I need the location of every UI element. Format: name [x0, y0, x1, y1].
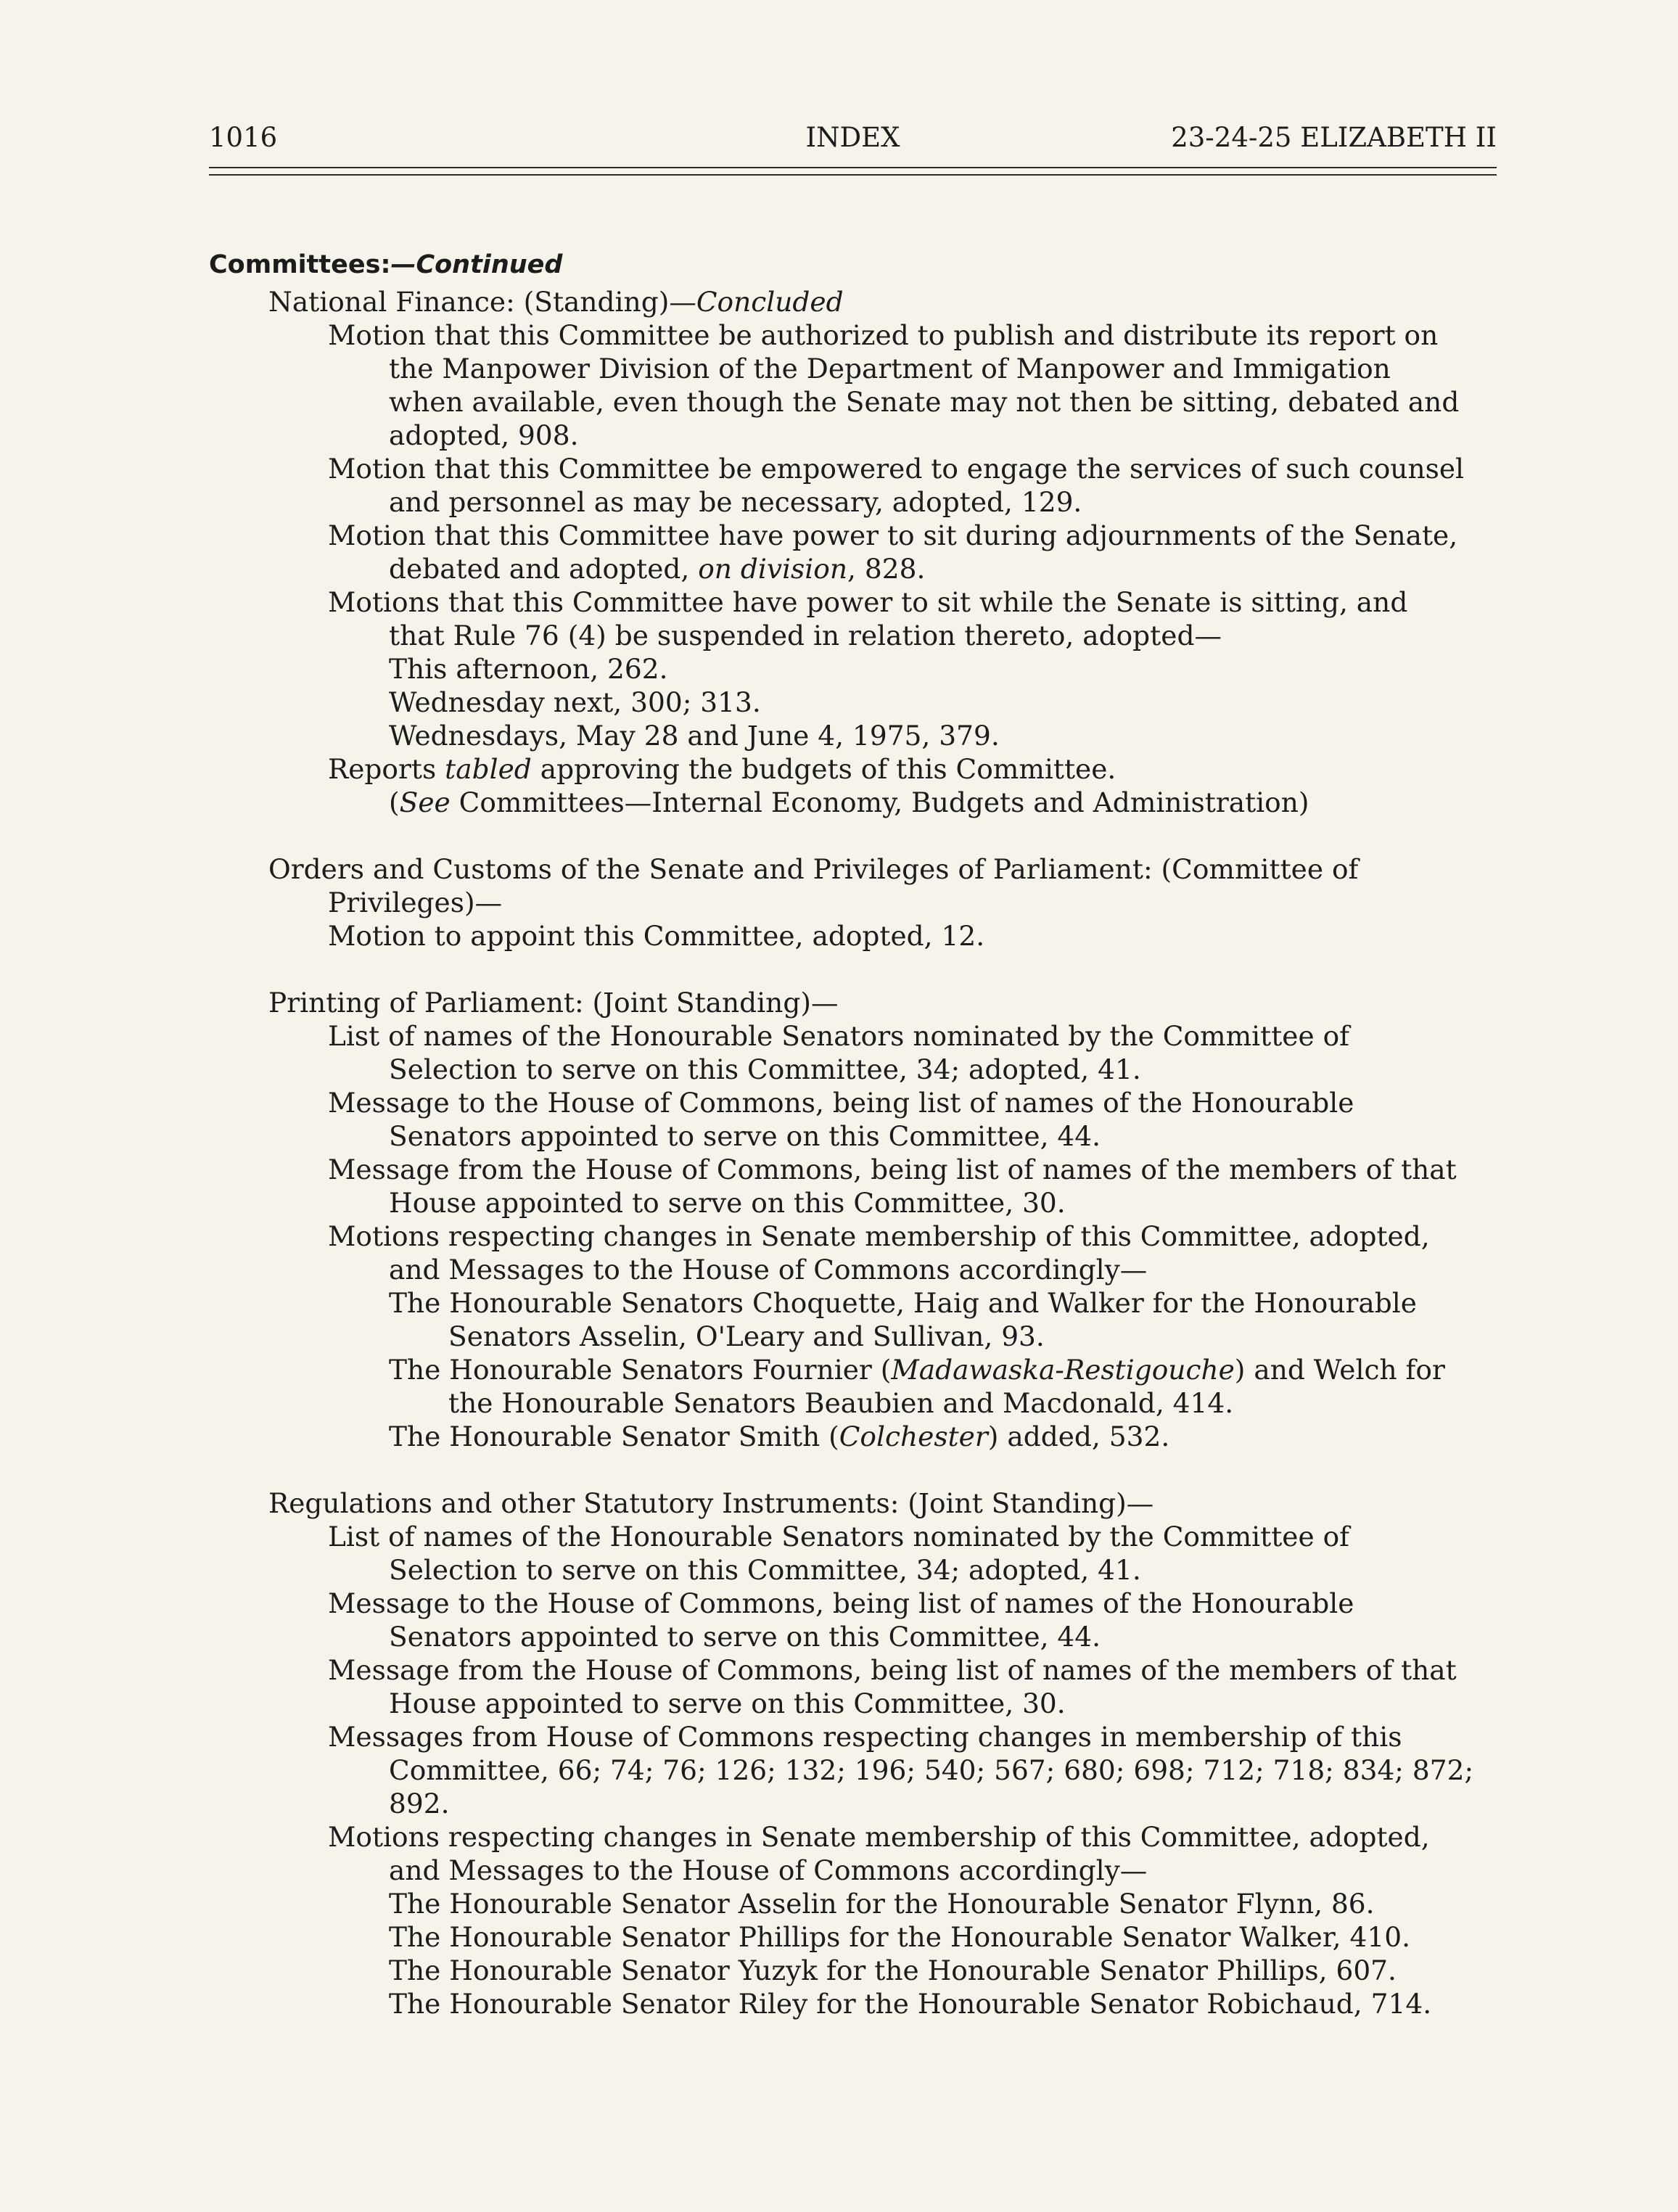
heading-main: Committees: [209, 250, 391, 279]
header-rule-bottom [209, 174, 1497, 176]
index-line: Motion to appoint this Committee, adopted, 12. [328, 920, 985, 952]
index-line: Motions respecting changes in Senate membership of this Committee, adopted, [328, 1220, 1430, 1252]
running-header [209, 122, 1497, 165]
cross-reference: (See Committees—Internal Economy, Budgets and Administration) [389, 786, 1309, 818]
index-line: The Honourable Senator Asselin for the Honourable Senator Flynn, 86. [389, 1888, 1375, 1920]
index-line: House appointed to serve on this Committee, 30. [389, 1187, 1066, 1219]
index-line: the Manpower Division of the Department of Manpower and Immigation [389, 353, 1391, 385]
entry-title-national-finance: National Finance: (Standing)—Concluded [268, 286, 844, 318]
heading-continued: —Continued [390, 250, 563, 279]
index-line: Message to the House of Commons, being list of names of the Honourable [328, 1587, 1354, 1619]
index-line: Message from the House of Commons, being list of names of the members of that [328, 1154, 1457, 1185]
index-line: Motions that this Committee have power to sit while the Senate is sitting, and [328, 586, 1408, 618]
header-title: INDEX [805, 122, 900, 153]
index-line: List of names of the Honourable Senators nominated by the Committee of [328, 1521, 1350, 1553]
index-line: The Honourable Senator Riley for the Honourable Senator Robichaud, 714. [389, 1988, 1432, 2020]
header-reign: 23-24-25 ELIZABETH II [1171, 122, 1497, 153]
index-line: Wednesday next, 300; 313. [389, 686, 761, 718]
index-line: Wednesdays, May 28 and June 4, 1975, 379. [389, 720, 1000, 752]
index-line: and Messages to the House of Commons accordingly— [389, 1254, 1148, 1286]
index-line: Reports tabled approving the budgets of this Committee. [328, 753, 1116, 785]
index-line: This afternoon, 262. [389, 653, 668, 685]
index-line: the Honourable Senators Beaubien and Macdonald, 414. [448, 1387, 1234, 1419]
entry-title-regulations: Regulations and other Statutory Instruments: (Joint Standing)— [268, 1487, 1154, 1519]
index-line: Motions respecting changes in Senate membership of this Committee, adopted, [328, 1821, 1430, 1853]
entry-title-printing-parliament: Printing of Parliament: (Joint Standing)— [268, 987, 839, 1019]
index-line: Motion that this Committee have power to sit during adjournments of the Senate, [328, 519, 1458, 551]
index-line: Senators Asselin, O'Leary and Sullivan, 93. [448, 1320, 1045, 1352]
index-line: Messages from House of Commons respecting changes in membership of this [328, 1721, 1402, 1753]
page-number: 1016 [209, 122, 278, 153]
index-line: adopted, 908. [389, 419, 579, 451]
index-line: and Messages to the House of Commons accordingly— [389, 1854, 1148, 1886]
index-line: Motion that this Committee be empowered to engage the services of such counsel [328, 453, 1465, 485]
index-line: The Honourable Senator Smith (Colchester) added, 532. [389, 1420, 1170, 1452]
index-line: Senators appointed to serve on this Committee, 44. [389, 1621, 1101, 1653]
index-line: House appointed to serve on this Committee, 30. [389, 1687, 1066, 1719]
index-body [209, 250, 1497, 2020]
header-rule-top [209, 167, 1497, 168]
index-line: Motion that this Committee be authorized to publish and distribute its report on [328, 319, 1439, 351]
index-line: Senators appointed to serve on this Committee, 44. [389, 1120, 1101, 1152]
index-line: The Honourable Senator Yuzyk for the Honourable Senator Phillips, 607. [389, 1954, 1397, 1986]
entry-title-orders-customs: Orders and Customs of the Senate and Privileges of Parliament: (Committee of [268, 853, 1359, 885]
index-line: Message from the House of Commons, being list of names of the members of that [328, 1654, 1457, 1686]
index-line: Committee, 66; 74; 76; 126; 132; 196; 540; 567; 680; 698; 712; 718; 834; 872; 892. [389, 1754, 1474, 1820]
index-line: Message to the House of Commons, being list of names of the Honourable [328, 1087, 1354, 1119]
index-line: when available, even though the Senate may not then be sitting, debated and [389, 386, 1460, 418]
index-line: The Honourable Senator Phillips for the Honourable Senator Walker, 410. [389, 1921, 1411, 1953]
index-line: that Rule 76 (4) be suspended in relation thereto, adopted— [389, 620, 1222, 651]
index-line: Privileges)— [328, 887, 503, 918]
index-line: debated and adopted, on division, 828. [389, 553, 926, 585]
index-line: The Honourable Senators Choquette, Haig and Walker for the Honourable [389, 1287, 1417, 1319]
section-heading [209, 250, 1497, 279]
index-line: Selection to serve on this Committee, 34; adopted, 41. [389, 1554, 1141, 1586]
index-line: Selection to serve on this Committee, 34; adopted, 41. [389, 1053, 1141, 1085]
index-line: List of names of the Honourable Senators nominated by the Committee of [328, 1020, 1350, 1052]
index-line: and personnel as may be necessary, adopted, 129. [389, 486, 1082, 518]
index-line: The Honourable Senators Fournier (Madawaska-Restigouche) and Welch for [389, 1354, 1445, 1386]
